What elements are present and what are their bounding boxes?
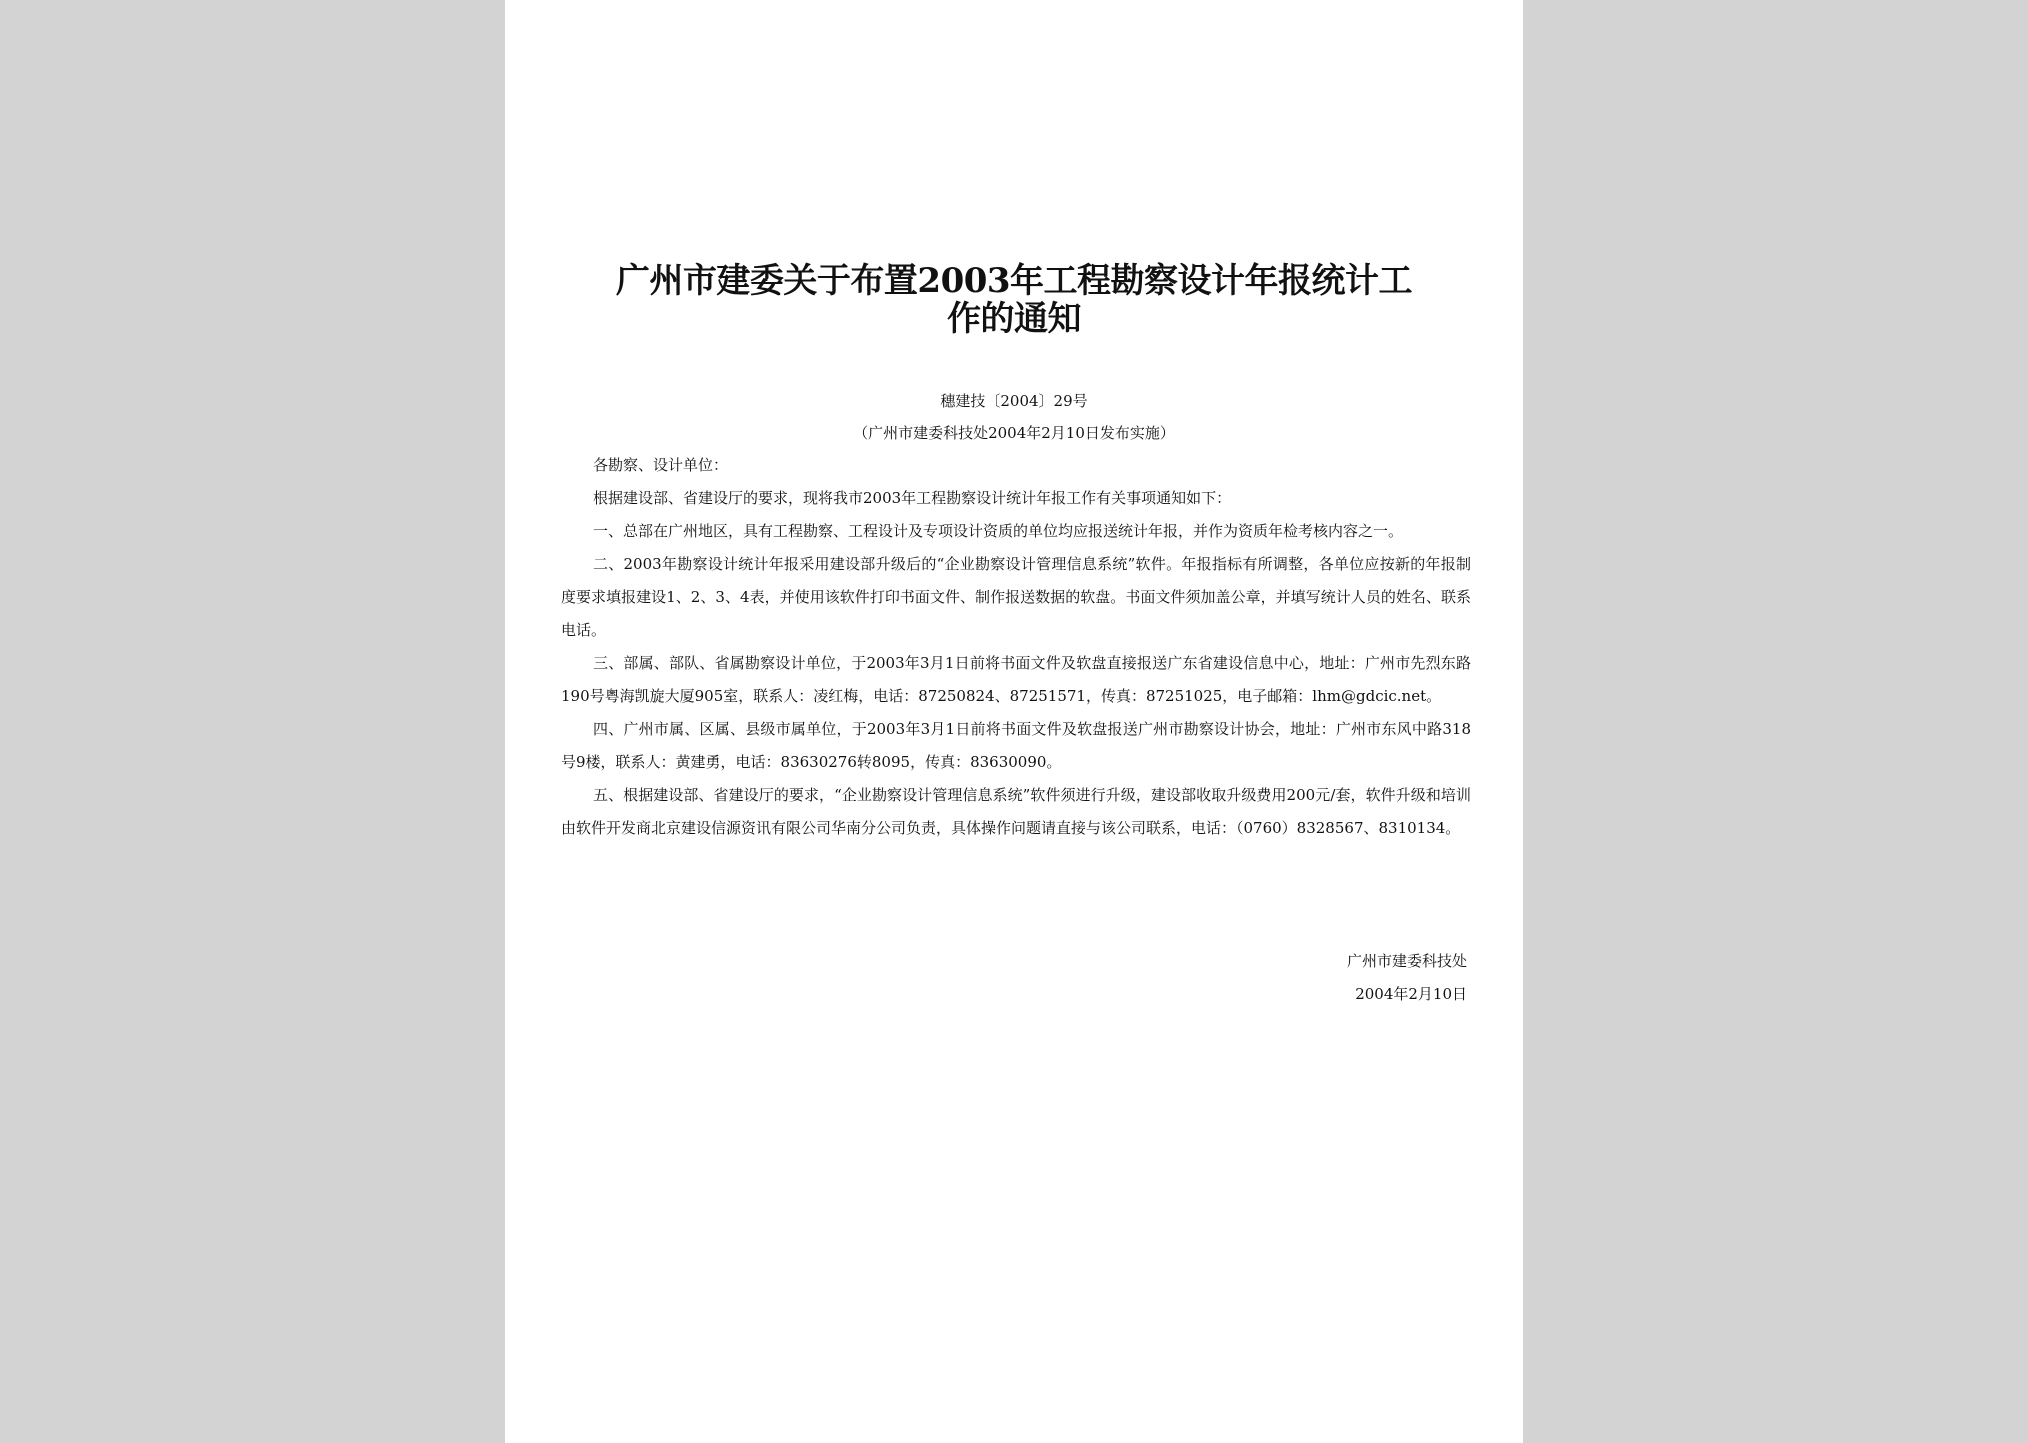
document-title	[505, 262, 1523, 338]
paragraph-3: 三、部属、部队、省属勘察设计单位，于2003年3月1日前将书面文件及软盘直接报送广东省建设信息中心，地址：广州市先烈东路190号粤海凯旋大厦905室，联系人：凌红梅，电话：87250824、87251571，传真：87251025，电子邮箱：lhm@gdcic.net。	[561, 654, 1471, 705]
paragraph-intro: 根据建设部、省建设厅的要求，现将我市2003年工程勘察设计统计年报工作有关事项通知如下：	[593, 489, 1232, 507]
issue-date: 2004年2月10日	[1355, 985, 1467, 1003]
paragraph-4: 四、广州市属、区属、县级市属单位，于2003年3月1日前将书面文件及软盘报送广州市勘察设计协会，地址：广州市东风中路318号9楼，联系人：黄建勇，电话：83630276转8095，传真：83630090。	[561, 720, 1471, 771]
title-line-2: 作的通知	[947, 299, 1081, 339]
document-number: 穗建技〔2004〕29号	[940, 392, 1088, 410]
paragraph-5: 五、根据建设部、省建设厅的要求，“企业勘察设计管理信息系统”软件须进行升级，建设部收取升级费用200元/套，软件升级和培训由软件开发商北京建设信源资讯有限公司华南分公司负责，具体操作问题请直接与该公司联系，电话：（0760）8328567、8310134。	[561, 786, 1471, 837]
title-line-1: 广州市建委关于布置2003年工程勘察设计年报统计工	[615, 261, 1413, 301]
paragraph-1: 一、总部在广州地区，具有工程勘察、工程设计及专项设计资质的单位均应报送统计年报，并作为资质年检考核内容之一。	[593, 522, 1404, 540]
publish-note: （广州市建委科技处2004年2月10日发布实施）	[853, 424, 1175, 442]
salutation: 各勘察、设计单位：	[593, 456, 729, 474]
paragraph-2: 二、2003年勘察设计统计年报采用建设部升级后的“企业勘察设计管理信息系统”软件。年报指标有所调整，各单位应按新的年报制度要求填报建设1、2、3、4表，并使用该软件打印书面文件、制作报送数据的软盘。书面文件须加盖公章，并填写统计人员的姓名、联系电话。	[561, 555, 1471, 639]
document-body	[561, 449, 1471, 845]
document-page	[505, 0, 1523, 1443]
issuer: 广州市建委科技处	[1346, 952, 1467, 970]
